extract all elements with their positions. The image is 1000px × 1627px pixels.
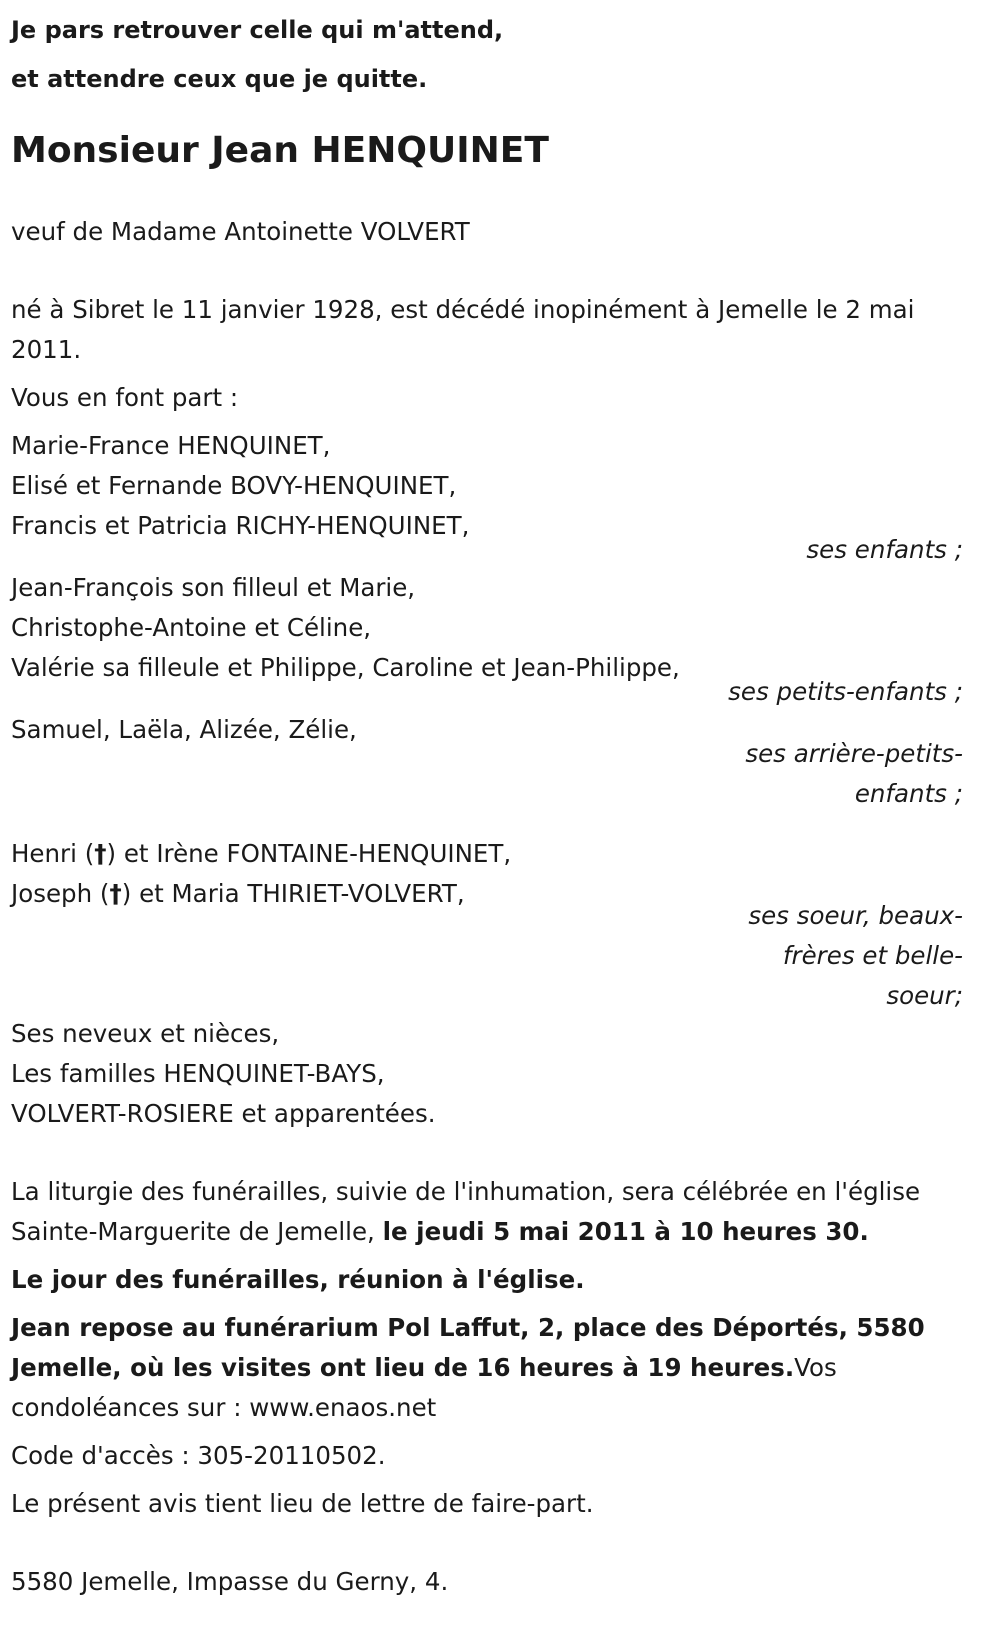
- child-name: Francis et Patricia RICHY-HENQUINET,: [11, 511, 470, 540]
- siblings-role-line: ses soeur, beaux-: [748, 901, 963, 930]
- liturgy-date: le jeudi 5 mai 2011 à 10 heures 30.: [382, 1217, 869, 1246]
- birth-death-info: né à Sibret le 11 janvier 1928, est décédé inopinément à Jemelle le 2 mai 2011.: [11, 295, 915, 364]
- children-group: [11, 426, 963, 570]
- other-relatives-line: Les familles HENQUINET-BAYS,: [11, 1059, 385, 1088]
- deceased-name: Monsieur Jean HENQUINET: [11, 130, 549, 171]
- epitaph-line-1: Je pars retrouver celle qui m'attend,: [11, 16, 504, 44]
- grandchild-name: Jean-François son filleul et Marie,: [11, 573, 416, 602]
- child-name: Marie-France HENQUINET,: [11, 431, 331, 460]
- sibling-name-part: ) et Maria THIRIET-VOLVERT,: [121, 879, 465, 908]
- liturgy-text: La liturgie des funérailles, suivie de l'inhumation, sera célébrée en l'église Sainte-Marguerite de Jemelle,: [11, 1177, 921, 1246]
- meeting-info: Le jour des funérailles, réunion à l'église.: [11, 1265, 585, 1294]
- sibling-name-part: Henri (: [11, 839, 95, 868]
- access-code: Code d'accès : 305-20110502.: [11, 1441, 386, 1470]
- widower-of: veuf de Madame Antoinette VOLVERT: [11, 217, 470, 246]
- cross-icon: †: [94, 839, 107, 868]
- cross-icon: †: [109, 879, 122, 908]
- child-name: Elisé et Fernande BOVY-HENQUINET,: [11, 471, 457, 500]
- grandchildren-group: [11, 568, 963, 712]
- other-relatives: [11, 1014, 963, 1134]
- liturgy-info: [11, 1172, 963, 1252]
- siblings-role-line: frères et belle-: [782, 941, 963, 970]
- visit-info: [11, 1308, 963, 1428]
- other-relatives-line: Ses neveux et nièces,: [11, 1019, 280, 1048]
- grandchildren-role: ses petits-enfants ;: [728, 677, 963, 706]
- sibling-name-part: Joseph (: [11, 879, 110, 908]
- great-grandchildren-role-line: enfants ;: [854, 779, 963, 808]
- grandchild-name: Christophe-Antoine et Céline,: [11, 613, 372, 642]
- children-role: ses enfants ;: [806, 535, 963, 564]
- epitaph: [11, 6, 963, 104]
- great-grandchildren-role-line: ses arrière-petits-: [745, 739, 963, 768]
- sibling-name-part: ) et Irène FONTAINE-HENQUINET,: [106, 839, 512, 868]
- great-grandchildren-role: [733, 734, 963, 814]
- epitaph-line-2: et attendre ceux que je quitte.: [11, 65, 428, 93]
- siblings-group: [11, 834, 963, 1016]
- other-relatives-line: VOLVERT-ROSIERE et apparentées.: [11, 1099, 436, 1128]
- obituary-notice: [11, 6, 963, 1602]
- siblings-role-line: soeur;: [886, 981, 963, 1010]
- visit-details: Jean repose au funérarium Pol Laffut, 2, place des Déportés, 5580 Jemelle, où les visites ont lieu de 16 heures à 19 heures.: [11, 1313, 925, 1382]
- great-grandchildren-group: [11, 710, 963, 814]
- great-grandchild-names: Samuel, Laëla, Alizée, Zélie,: [11, 715, 357, 744]
- condolences-info: Vos condoléances sur : www.enaos.net: [11, 1353, 837, 1422]
- address: 5580 Jemelle, Impasse du Gerny, 4.: [11, 1567, 449, 1596]
- grandchild-name: Valérie sa filleule et Philippe, Caroline et Jean-Philippe,: [11, 653, 680, 682]
- announce-label: Vous en font part :: [11, 383, 239, 412]
- sibling-row: [11, 834, 963, 874]
- siblings-role: [733, 896, 963, 1016]
- notice-text: Le présent avis tient lieu de lettre de faire-part.: [11, 1489, 594, 1518]
